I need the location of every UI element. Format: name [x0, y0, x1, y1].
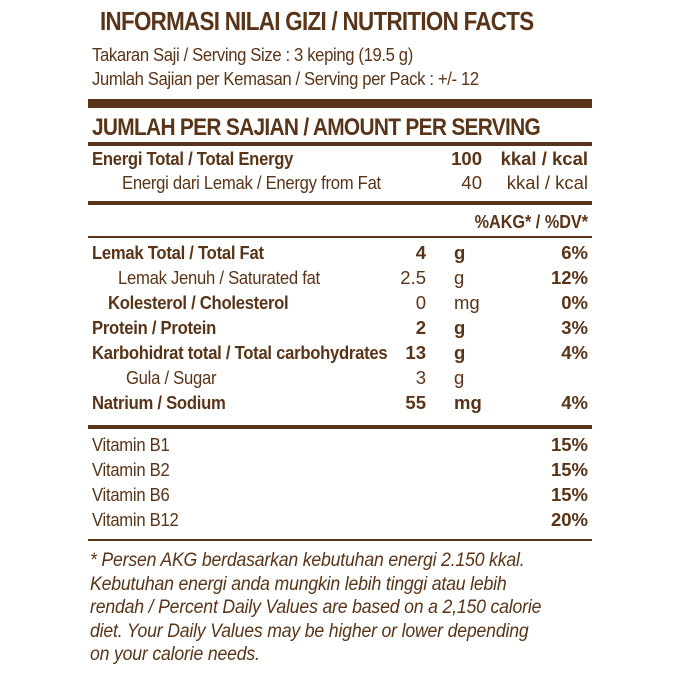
- vitamin-dv: 20%: [550, 509, 588, 530]
- nutrient-row: [88, 242, 592, 266]
- nutrient-unit: g: [454, 342, 466, 363]
- divider-medium: [88, 142, 592, 146]
- vitamin-dv: 15%: [550, 484, 588, 505]
- vitamin-row: [88, 509, 592, 533]
- nutrient-label: Gula / Sugar: [126, 367, 217, 388]
- energy-from-fat-unit: kkal / kcal: [506, 172, 588, 193]
- nutrient-row: [88, 267, 592, 291]
- vitamin-dv: 15%: [550, 459, 588, 480]
- nutrient-row: [88, 367, 592, 391]
- footnote-line: Kebutuhan energi anda mungkin lebih tinggi atau lebih: [90, 573, 507, 595]
- nutrient-row: [88, 342, 592, 366]
- footnote-line: on your calorie needs.: [90, 644, 260, 665]
- dv-header: %AKG* / %DV*: [474, 212, 588, 232]
- nutrient-row: [88, 392, 592, 416]
- nutrient-dv: 3%: [561, 317, 588, 338]
- amount-per-serving-heading: JUMLAH PER SAJIAN / AMOUNT PER SERVING: [92, 114, 541, 141]
- nutrient-dv: 6%: [561, 242, 588, 263]
- nutrition-facts-panel: [88, 2, 592, 678]
- nutrient-dv: 4%: [561, 392, 588, 413]
- vitamin-label: Vitamin B12: [92, 509, 179, 530]
- nutrient-label: Kolesterol / Cholesterol: [108, 292, 289, 313]
- nutrient-value: 3: [415, 367, 426, 388]
- nutrient-label: Lemak Total / Total Fat: [92, 242, 264, 263]
- label-title: INFORMASI NILAI GIZI / NUTRITION FACTS: [100, 6, 534, 36]
- dv-footnote: [90, 549, 574, 667]
- nutrient-dv: 4%: [561, 342, 588, 363]
- energy-from-fat-label: Energi dari Lemak / Energy from Fat: [122, 172, 381, 193]
- nutrient-value: 0: [415, 292, 426, 313]
- serving-size: Takaran Saji / Serving Size : 3 keping (19.5 g): [92, 44, 413, 65]
- vitamin-row: [88, 459, 592, 483]
- nutrient-unit: g: [454, 242, 466, 263]
- nutrient-value: 2: [415, 317, 426, 338]
- nutrient-unit: g: [454, 267, 465, 288]
- nutrient-label: Protein / Protein: [92, 317, 217, 338]
- footnote-line: rendah / Percent Daily Values are based on a 2,150 calorie: [90, 597, 542, 618]
- energy-from-fat-row: [88, 172, 592, 196]
- energy-total-unit: kkal / kcal: [500, 148, 588, 169]
- energy-total-row: [88, 148, 592, 172]
- nutrient-unit: mg: [454, 392, 482, 413]
- nutrient-dv: 12%: [550, 267, 588, 288]
- vitamin-label: Vitamin B1: [92, 434, 170, 455]
- divider-thin: [88, 236, 592, 238]
- vitamin-label: Vitamin B2: [92, 459, 170, 480]
- nutrient-dv: 0%: [561, 292, 588, 313]
- divider-thin: [88, 539, 592, 541]
- vitamin-row: [88, 484, 592, 508]
- footnote-line: diet. Your Daily Values may be higher or lower depending: [90, 620, 529, 642]
- nutrient-row: [88, 317, 592, 341]
- servings-per-pack: Jumlah Sajian per Kemasan / Serving per Pack : +/- 12: [92, 68, 479, 89]
- nutrient-unit: g: [454, 317, 466, 338]
- nutrient-value: 2.5: [400, 267, 426, 288]
- nutrient-label: Natrium / Sodium: [92, 392, 226, 413]
- nutrient-label: Karbohidrat total / Total carbohydrates: [92, 342, 388, 363]
- nutrient-value: 4: [415, 242, 426, 263]
- nutrient-value: 13: [405, 342, 426, 363]
- vitamin-row: [88, 434, 592, 458]
- energy-total-label: Energi Total / Total Energy: [92, 148, 294, 169]
- divider-thick: [88, 99, 592, 108]
- nutrient-unit: g: [454, 367, 465, 388]
- divider-medium: [88, 201, 592, 205]
- footnote-line: * Persen AKG berdasarkan kebutuhan energi 2.150 kkal.: [90, 550, 525, 571]
- nutrient-row: [88, 292, 592, 316]
- divider-medium: [88, 425, 592, 429]
- vitamin-label: Vitamin B6: [92, 484, 170, 505]
- energy-from-fat-value: 40: [461, 172, 482, 193]
- nutrient-label: Lemak Jenuh / Saturated fat: [118, 267, 320, 288]
- nutrient-unit: mg: [454, 292, 480, 313]
- energy-total-value: 100: [451, 148, 482, 169]
- vitamin-dv: 15%: [550, 434, 588, 455]
- nutrient-value: 55: [405, 392, 426, 413]
